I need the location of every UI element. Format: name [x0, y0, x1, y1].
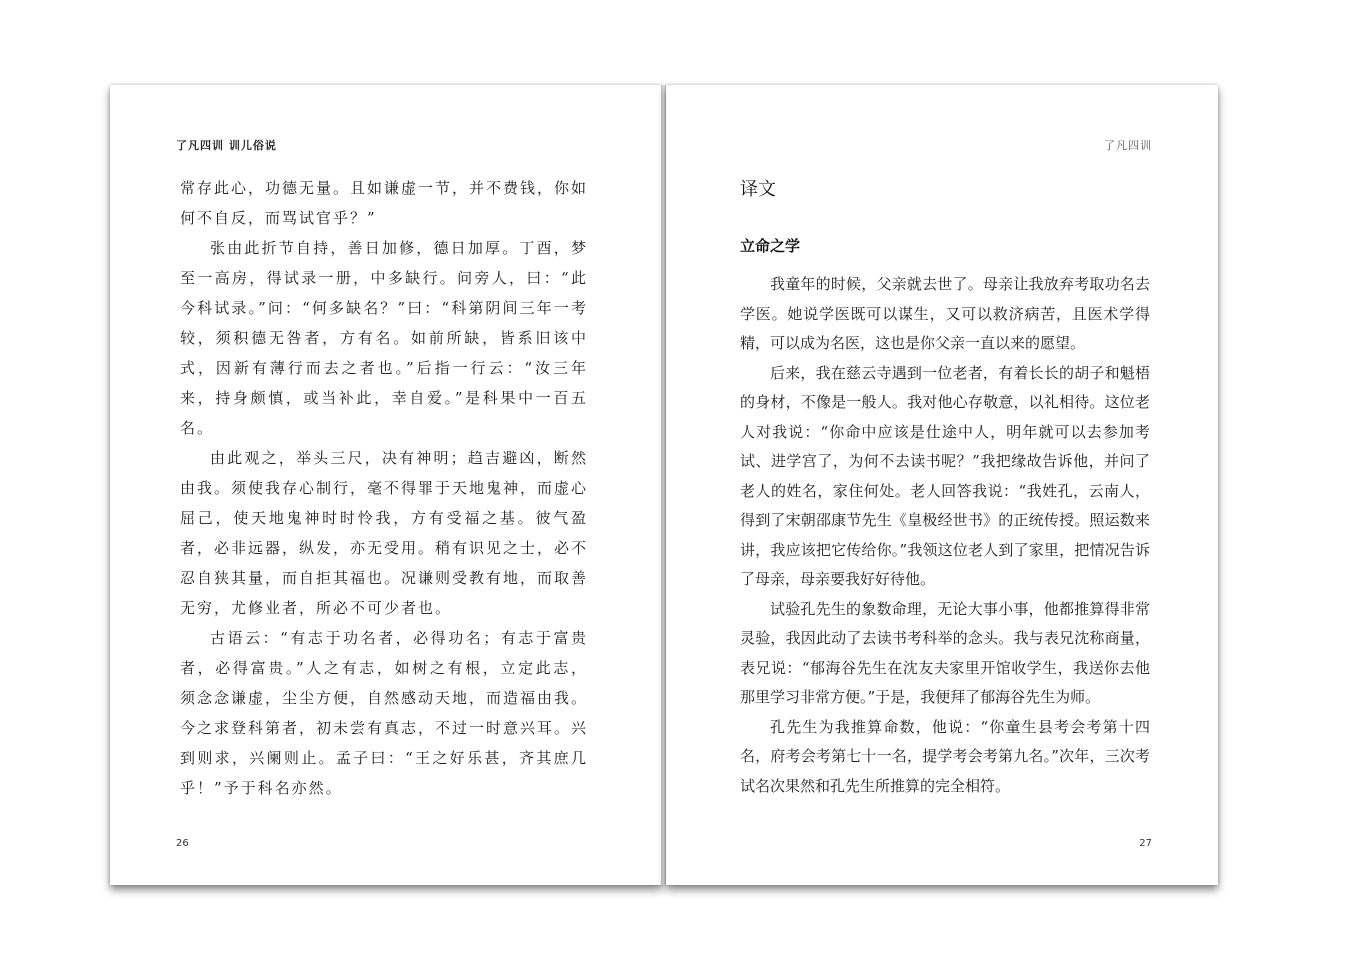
section-title: 译文 [740, 179, 776, 200]
left-running-head: 了凡四训 训儿俗说 [176, 139, 277, 152]
subsection-title: 立命之学 [740, 237, 801, 255]
left-page-number: 26 [176, 838, 189, 849]
right-paragraph-1: 我童年的时候，父亲就去世了。母亲让我放弃考取功名去学医。她说学医既可以谋生，又可以救济病苦，且医术学得精，可以成为名医，这也是你父亲一直以来的愿望。 [740, 275, 1150, 352]
right-paragraph-4: 孔先生为我推算命数，他说：“你童生县考会考第十四名，府考会考第七十一名，提学考会考第九名。”次年，三次考试名次果然和孔先生所推算的完全相符。 [740, 717, 1150, 795]
right-page [666, 85, 1218, 885]
left-paragraph-3: 由此观之，举头三尺，决有神明；趋吉避凶，断然由我。须使我存心制行，毫不得罪于天地鬼神，而虚心屈己，使天地鬼神时时怜我，方有受福之基。彼气盈者，必非远器，纵发，亦无受用。稍有识见之士，必不忍自狭其量，而自拒其福也。况谦则受教有地，而取善无穷，尤修业者，所必不可少者也。 [180, 449, 589, 617]
book-spread [110, 85, 1218, 885]
right-page-number: 27 [1139, 838, 1152, 849]
right-running-head: 了凡四训 [1104, 139, 1152, 152]
right-page-body [740, 175, 1150, 801]
left-paragraph-1: 常存此心，功德无量。且如谦虚一节，并不费钱，你如何不自反，而骂试官乎？” [180, 179, 589, 227]
left-paragraph-4: 古语云：“有志于功名者，必得功名；有志于富贵者，必得富贵。”人之有志，如树之有根，立定此志，须念念谦虚，尘尘方便，自然感动天地，而造福由我。今之求登科第者，初未尝有真志，不过一时意兴耳。兴到则求，兴阑则止。孟子曰：“王之好乐甚，齐其庶几乎！”予于科名亦然。 [180, 629, 589, 797]
left-page-body [180, 173, 588, 803]
left-paragraph-2: 张由此折节自持，善日加修，德日加厚。丁酉，梦至一高房，得试录一册，中多缺行。问旁人，曰：“此今科试录。”问：“何多缺名？”曰：“科第阴间三年一考较，须积德无咎者，方有名。如前所缺，皆系旧该中式，因新有薄行而去之者也。”后指一行云：“汝三年来，持身颇慎，或当补此，幸自爱。”是科果中一百五名。 [180, 239, 588, 437]
right-paragraph-2: 后来，我在慈云寺遇到一位老者，有着长长的胡子和魁梧的身材，不像是一般人。我对他心存敬意，以礼相待。这位老人对我说：“你命中应该是仕途中人，明年就可以去参加考试、进学宫了，为何不去读书呢？”我把缘故告诉他，并问了老人的姓名，家住何处。老人回答我说：“我姓孔，云南人，得到了宋朝邵康节先生《皇极经世书》的正统传授。照运数来讲，我应该把它传给你。”我领这位老人到了家里，把情况告诉了母亲，母亲要我好好待他。 [740, 363, 1150, 588]
right-paragraph-3: 试验孔先生的象数命理，无论大事小事，他都推算得非常灵验，我因此动了去读书考科举的念头。我与表兄沈称商量，表兄说：“郁海谷先生在沈友夫家里开馆收学生，我送你去他那里学习非常方便。”于是，我便拜了郁海谷先生为师。 [740, 599, 1150, 706]
left-page [110, 85, 662, 885]
